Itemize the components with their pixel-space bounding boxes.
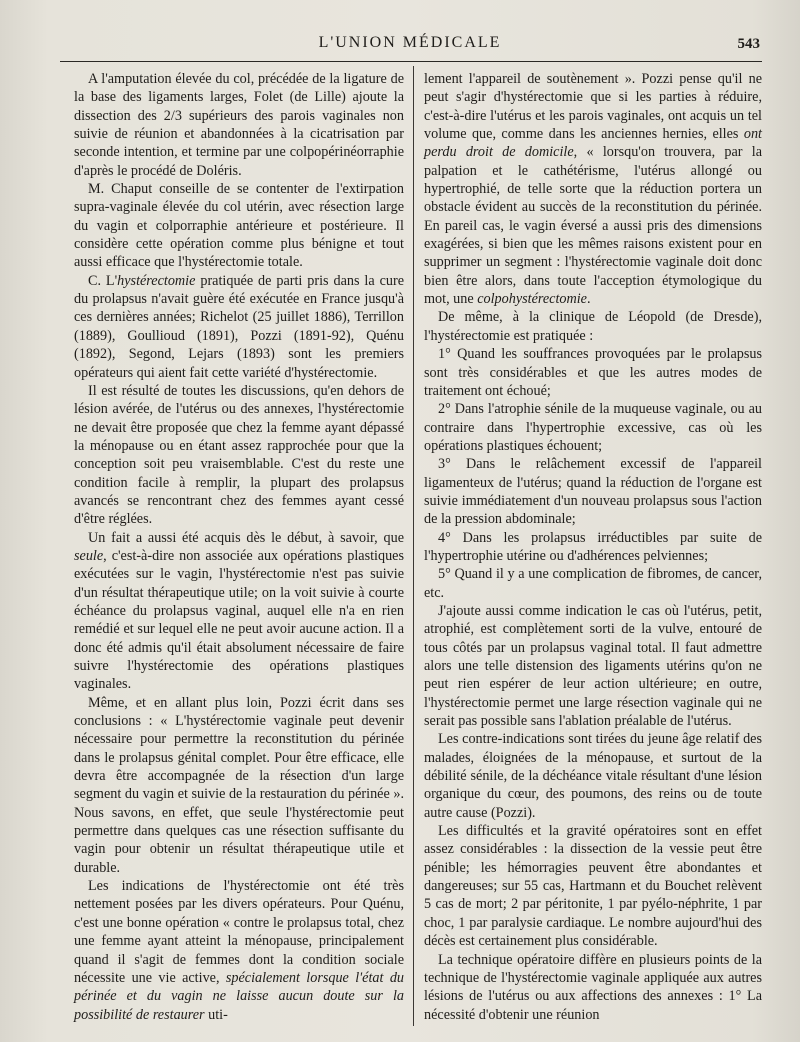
paragraph: C. L'hystérectomie pratiquée de parti pris dans la cure du prolapsus n'avait guère été exécutée en France jusqu'à ces dernières années; Richelot (25 juillet 1886), Terrillon (1889), Goullioud (1891), Pozzi (1891-92), Quénu (1892), Segond, Lejars (1893) sont les premiers opérateurs qui aient fait cette variété d'hystérectomie. xyxy=(74,272,404,381)
list-item: 4° Dans les prolapsus irréductibles par suite de l'hypertrophie utérine ou d'adhérences pelviennes; xyxy=(424,529,762,564)
paragraph: Les indications de l'hystérectomie ont été très nettement posées par les divers opérateurs. Pour Quénu, c'est une bonne opération « contre le prolapsus total, chez une femme ayant atteint la ménopause, principalement quand il s'agit de femmes dont la condition sociale nécessite une vie active, spécialement lorsque l'état du périnée et du vagin ne laisse aucun doute sur la possibilité de restaurer uti- xyxy=(74,878,405,1023)
page-header xyxy=(60,34,760,58)
left-column xyxy=(74,70,404,1024)
paragraph: J'ajoute aussi comme indication le cas où l'utérus, petit, atrophié, est complètement sorti de la vulve, entouré de tous côtés par un prolapsus vaginal total. Il faut admettre alors une telle distension des ligaments utérins qu'on ne peut rien espérer de leur action ultérieure; en outre, l'hystérectomie permet une large résection vaginale qui ne serait pas possible sans l'ablation préalable de l'utérus. xyxy=(424,602,762,730)
paragraph: La technique opératoire diffère en plusieurs points de la technique de l'hystérectomie vaginale appliquée aux autres lésions de l'utérus ou aux affections des annexes : 1° La nécessité d'obtenir une réunion xyxy=(424,951,762,1023)
paragraph: M. Chaput conseille de se contenter de l'extirpation supra-vaginale élevée du col utérin, avec résection large du vagin et colporraphie antérieure et postérieure. Il considère cette opération comme plus bénigne et tout aussi efficace que l'hystérectomie totale. xyxy=(74,181,404,271)
paragraph: Les contre-indications sont tirées du jeune âge relatif des malades, éloignées de la ménopause, et surtout de la débilité sénile, de la déchéance vitale résultant d'une lésion organique du cœur, des poumons, des reins ou de toute autre cause (Pozzi). xyxy=(424,731,762,821)
list-item: 2° Dans l'atrophie sénile de la muqueuse vaginale, ou au contraire dans l'hypertrophie excessive, cas où les opérations plastiques échouent; xyxy=(424,401,762,454)
paragraph: De même, à la clinique de Léopold (de Dresde), l'hystérectomie est pratiquée : xyxy=(424,309,762,344)
paragraph: Les difficultés et la gravité opératoires sont en effet assez considérables : la dissection de la vessie peut être pénible; les hémorragies peuvent être abondantes et dangereuses; sur 55 cas, Hartmann et du Bouchet relèvent 5 cas de mort; 2 par péritonite, 1 par pyélo-néphrite, 1 par choc, 1 par paralysie cardiaque. Le nombre aujourd'hui des décès est certainement plus considérable. xyxy=(424,823,762,950)
paragraph: Même, et en allant plus loin, Pozzi écrit dans ses conclusions : « L'hystérectomie vaginale peut devenir nécessaire pour permettre la reconstitution du périnée dans le prolapsus génital complet. Pour être efficace, elle devra être accompagnée de la résection d'un large segment du vagin et suivie de la restauration du périnée ». Nous savons, en effet, que seule l'hystérectomie peut permettre dans quelques cas une résection suffisante du vagin pour obtenir un résultat thérapeutique utile et durable. xyxy=(74,694,404,876)
paragraph: lement l'appareil de soutènement ». Pozzi pense qu'il ne peut s'agir d'hystérectomie que si les parties à réduire, c'est-à-dire l'utérus et les parois vaginales, ont acquis un tel volume que, comme dans les anciennes hernies, elles ont perdu droit de domicile, « lorsqu'on trouvera, par la palpation et le cathétérisme, l'utérus allongé ou hypertrophié, de telle sorte que la réduction portera un obstacle évident au succès de la reconstitution du périnée. En pareil cas, le vagin éversé a aussi pris des dimensions exagérées, si bien que les mêmes raisons existent pour en supprimer un segment : l'hystérectomie vaginale doit donc bien être alors, dans toute l'acception étymologique du mot, une colpohystérectomie. xyxy=(424,71,762,308)
italic-term: spécialement lorsque l'état du périnée et du vagin ne laisse aucun doute sur la possibilité de restaurer xyxy=(74,969,405,1023)
italic-term: ont perdu droit de domicile xyxy=(424,126,762,161)
italic-term: colpohystérectomie xyxy=(477,291,587,308)
right-column xyxy=(424,70,762,1024)
paragraph: Un fait a aussi été acquis dès le début, à savoir, que seule, c'est-à-dire non associée aux opérations plastiques exécutées sur le vagin, l'hystérectomie n'est pas suivie d'un résultat thérapeutique utile; on la voit suivie à courte échéance du prolapsus vaginal, auquel elle n'a en rien remédié et sur lequel elle ne peut avoir aucune action. Il a donc été admis qu'il était absolument nécessaire de faire suivre l'hystérectomie des opérations plastiques vaginales. xyxy=(74,529,404,693)
italic-term: seule xyxy=(74,547,104,564)
paragraph: A l'amputation élevée du col, précédée de la ligature de la base des ligaments larges, Folet (de Lille) ajoute la dissection des 2/3 supérieurs des parois vaginales non suivie de réunion et abandonnées à la cicatrisation par seconde intention, et termine par une colpopérinéorraphie d'après le procédé de Doléris. xyxy=(74,71,404,179)
paragraph: Il est résulté de toutes les discussions, qu'en dehors de lésion avérée, de l'utérus ou des annexes, l'hystérectomie ne devait être proposée que chez la femme ayant dépassé la ménopause ou en étant assez rapprochée pour que la conception soit peu vraisemblable. C'est du reste une condition facile à remplir, la plupart des prolapsus avancés se rencontrant chez des femmes ayant cessé d'être réglées. xyxy=(74,382,404,528)
list-item: 5° Quand il y a une complication de fibromes, de cancer, etc. xyxy=(424,566,762,601)
header-rule xyxy=(60,61,762,62)
page-number: 543 xyxy=(737,36,760,52)
italic-term: hystérectomie xyxy=(117,272,196,289)
list-item: 3° Dans le relâchement excessif de l'appareil ligamenteux de l'utérus; quand la réduction de l'organe est suivie immédiatement d'un nouveau prolapsus sous l'action de la pression abdominale; xyxy=(424,456,762,528)
running-title: L'UNION MÉDICALE xyxy=(318,34,502,51)
list-item: 1° Quand les souffrances provoquées par le prolapsus sont très considérables et que les autres modes de traitement ont échoué; xyxy=(424,346,762,399)
column-divider xyxy=(413,66,414,1026)
